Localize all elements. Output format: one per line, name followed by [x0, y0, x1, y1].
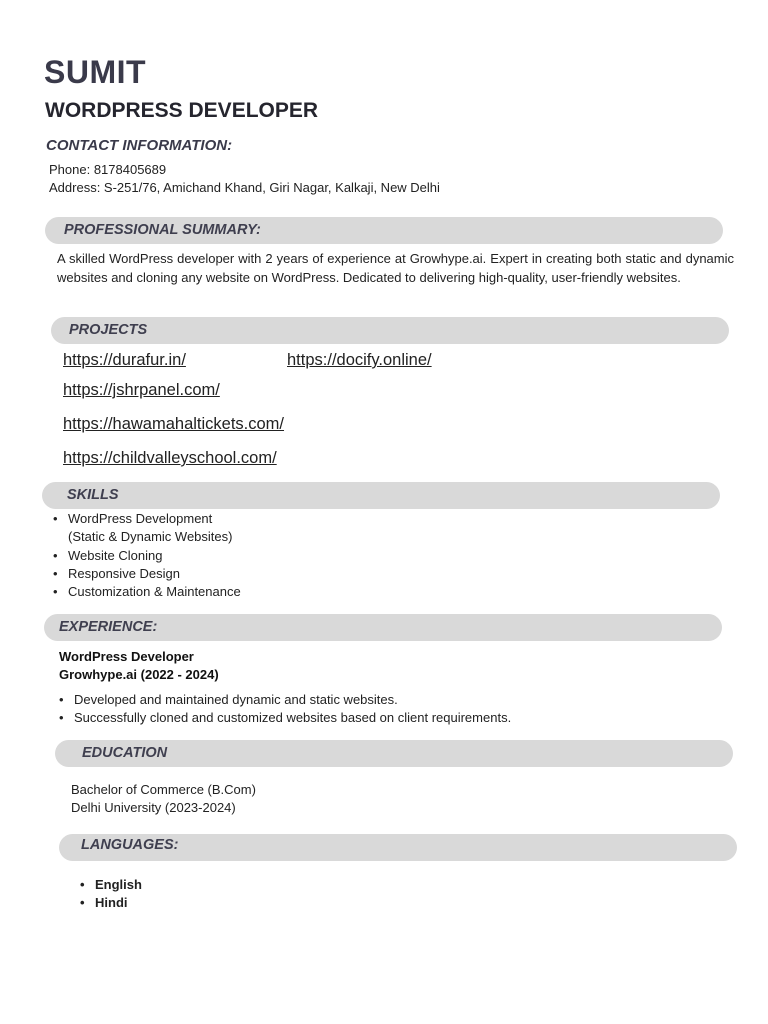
experience-point: • Developed and maintained dynamic and static websites.: [74, 691, 511, 709]
bullet: •: [53, 547, 58, 563]
languages-list: [80, 876, 142, 913]
bullet: •: [59, 692, 64, 707]
project-link-childvalleyschool[interactable]: https://childvalleyschool.com/: [63, 449, 277, 467]
project-link-jshrpanel[interactable]: https://jshrpanel.com/: [63, 381, 220, 399]
education-heading: EDUCATION: [82, 745, 168, 761]
skills-heading: SKILLS: [67, 487, 119, 503]
experience-role: WordPress Developer: [59, 649, 194, 664]
experience-heading: EXPERIENCE:: [59, 619, 158, 635]
contact-heading: CONTACT INFORMATION:: [46, 137, 233, 154]
experience-point: • Successfully cloned and customized websites based on client requirements.: [74, 709, 511, 727]
skill-item: • WordPress Development (Static & Dynamic Websites): [53, 511, 233, 545]
experience-points: [59, 691, 512, 728]
skills-heading-bar: [42, 482, 720, 509]
projects-heading: PROJECTS: [69, 322, 148, 338]
project-link-docify[interactable]: https://docify.online/: [287, 351, 432, 369]
bullet: •: [53, 511, 58, 526]
projects-heading-bar: [51, 317, 729, 344]
project-link-hawamahaltickets[interactable]: https://hawamahaltickets.com/: [63, 415, 285, 433]
bullet: •: [80, 895, 85, 911]
experience-company: Growhype.ai (2022 - 2024): [59, 667, 219, 682]
bullet: •: [59, 710, 64, 726]
job-title: WORDPRESS DEVELOPER: [45, 99, 319, 122]
skill-item: • Customization & Maintenance: [68, 583, 241, 601]
language-item: • Hindi: [95, 894, 142, 912]
education-heading-bar: [55, 740, 733, 767]
experience-heading-bar: [44, 614, 722, 641]
languages-heading-bar: [59, 834, 737, 861]
language-item: • English: [95, 876, 142, 894]
skill-item: • Website Cloning: [68, 547, 241, 565]
summary-heading-bar: [45, 217, 723, 244]
skill-item: • Responsive Design: [68, 565, 241, 583]
bullet: •: [53, 565, 58, 581]
bullet: •: [80, 877, 85, 892]
education-university: Delhi University (2023-2024): [71, 800, 236, 815]
summary-heading: PROFESSIONAL SUMMARY:: [64, 222, 261, 238]
skills-list: [53, 510, 241, 601]
contact-address: Address: S-251/76, Amichand Khand, Giri Nagar, Kalkaji, New Delhi: [49, 180, 440, 195]
contact-phone: Phone: 8178405689: [49, 162, 167, 177]
project-link-durafur[interactable]: https://durafur.in/: [63, 351, 186, 369]
bullet: •: [53, 584, 58, 600]
summary-text: A skilled WordPress developer with 2 years of experience at Growhype.ai. Expert in creating both static and dynamic websites and cloning any website on WordPress. Dedicated to delivering high-quality, user-friendly websites.: [57, 251, 734, 285]
education-degree: Bachelor of Commerce (B.Com): [71, 782, 256, 797]
candidate-name: SUMIT: [44, 54, 147, 90]
languages-heading: LANGUAGES:: [81, 837, 179, 853]
